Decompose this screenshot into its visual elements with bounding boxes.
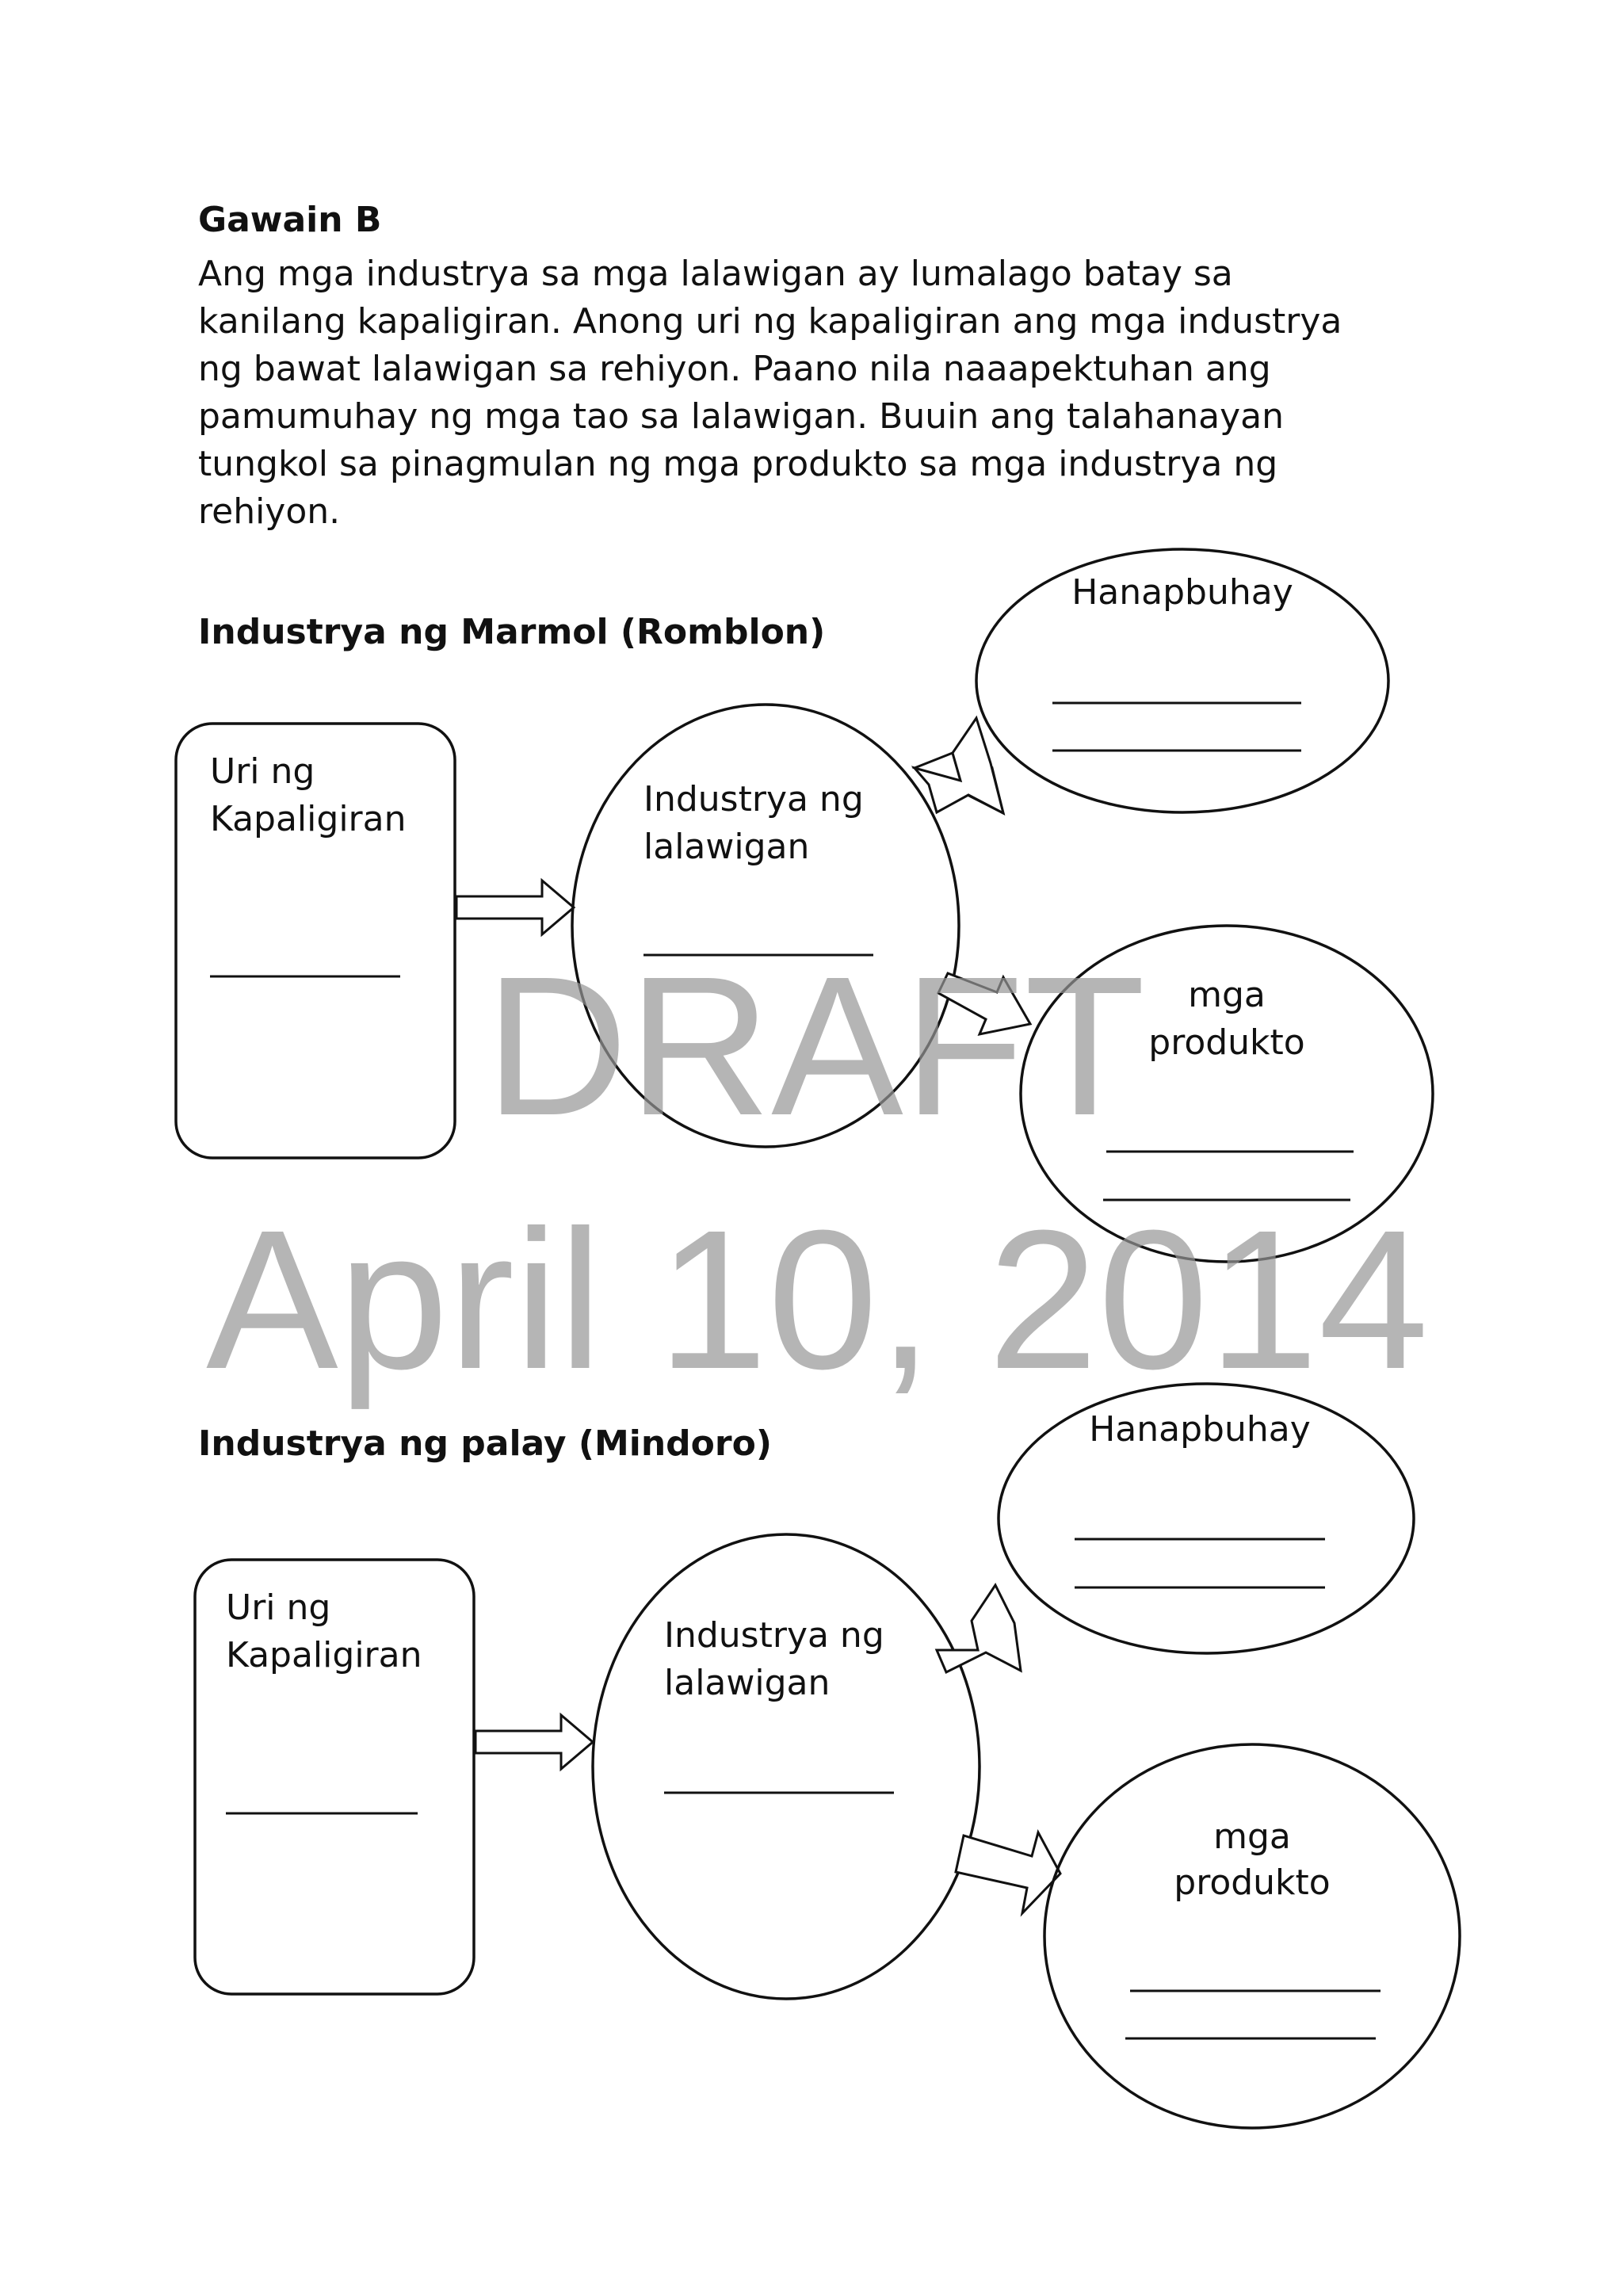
instructions-line: kanilang kapaligiran. Anong uri ng kapaligiran ang mga industrya [198, 301, 1342, 342]
center-label: lalawigan [643, 827, 810, 867]
diagram-1 [176, 549, 1433, 1262]
box-label: Kapaligiran [210, 799, 407, 839]
bottom-label: mga [1213, 1817, 1291, 1857]
bottom-label: produkto [1148, 1022, 1305, 1063]
products-circle [1044, 1744, 1460, 2128]
center-label: lalawigan [664, 1663, 831, 1703]
diagram-1-heading: Industrya ng Marmol (Romblon) [198, 612, 826, 652]
arrow-right-icon [475, 1715, 593, 1769]
instructions-line: rehiyon. [198, 491, 341, 532]
activity-title: Gawain B [198, 200, 382, 240]
arrow-up-right-icon [937, 1585, 1021, 1672]
province-industry-circle [593, 1534, 980, 1999]
box-label: Kapaligiran [226, 1635, 422, 1675]
instructions-line: ng bawat lalawigan sa rehiyon. Paano nila naaapektuhan ang [198, 349, 1271, 389]
instructions-line: tungkol sa pinagmulan ng mga produkto sa mga industrya ng [198, 444, 1278, 484]
diagram-2-heading: Industrya ng palay (Mindoro) [198, 1423, 772, 1464]
box-label: Uri ng [226, 1587, 331, 1628]
diagram-2 [195, 1384, 1460, 2128]
arrow-down-right-icon [956, 1832, 1060, 1913]
instructions-line: pamumuhay ng mga tao sa lalawigan. Buuin ang talahanayan [198, 396, 1284, 437]
date-watermark: April 10, 2014 [206, 1189, 1429, 1410]
province-industry-circle [572, 705, 959, 1147]
bottom-label: produkto [1174, 1862, 1331, 1903]
center-label: Industrya ng [664, 1615, 884, 1656]
bottom-label: mga [1188, 975, 1266, 1015]
arrow-down-right-icon [938, 973, 1030, 1034]
center-label: Industrya ng [643, 779, 864, 819]
top-label: Hanapbuhay [1089, 1409, 1311, 1450]
draft-watermark: DRAFT [485, 935, 1146, 1156]
instructions-line: Ang mga industrya sa mga lalawigan ay lumalago batay sa [198, 254, 1233, 294]
top-label: Hanapbuhay [1071, 572, 1293, 613]
arrow-right-icon [456, 881, 574, 934]
box-label: Uri ng [210, 751, 315, 792]
